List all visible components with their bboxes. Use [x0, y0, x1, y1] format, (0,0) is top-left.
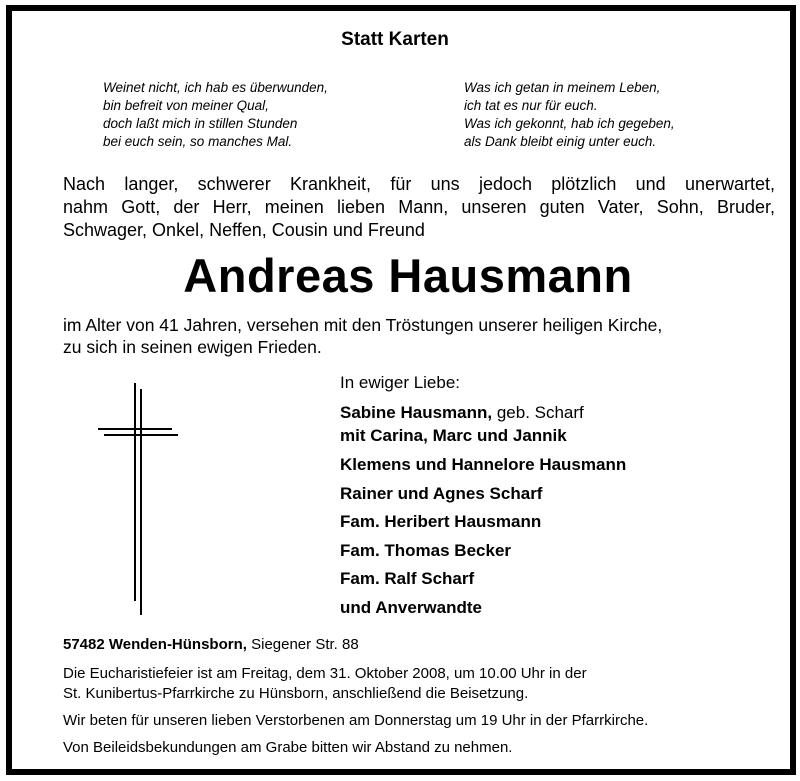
intro-line: Schwager, Onkel, Neffen, Cousin und Freund: [63, 220, 425, 240]
intro-line: nahm Gott, der Herr, meinen lieben Mann, unseren guten Vater, Sohn, Bruder,: [63, 197, 775, 217]
age-line: im Alter von 41 Jahren, versehen mit den Tröstungen unserer heiligen Kirche,: [63, 315, 663, 335]
poem-line: Was ich gekonnt, hab ich gegeben,: [464, 116, 675, 131]
intro-line: Nach langer, schwerer Krankheit, für uns jedoch plötzlich und unerwartet,: [63, 174, 775, 194]
poem-line: bin befreit von meiner Qual,: [103, 98, 269, 113]
poem-left: [103, 79, 328, 151]
address-street: Siegener Str. 88: [246, 636, 359, 653]
poem-line: doch laßt mich in stillen Stunden: [103, 116, 298, 131]
spouse-name: Sabine Hausmann,: [340, 403, 493, 422]
condolence-info: Von Beileidsbekundungen am Grabe bitten wir Abstand zu nehmen.: [63, 739, 513, 756]
family-member: Fam. Heribert Hausmann: [340, 512, 542, 531]
deceased-name: Andreas Hausmann: [183, 249, 633, 302]
family-intro: In ewiger Liebe:: [340, 373, 461, 392]
cross-icon: [98, 383, 178, 615]
age-text: [63, 314, 662, 358]
family-children: mit Carina, Marc und Jannik: [340, 426, 567, 445]
service-line: Die Eucharistiefeier ist am Freitag, dem 31. Oktober 2008, um 10.00 Uhr in der: [63, 665, 587, 682]
family-spouse: [340, 403, 584, 423]
address: [63, 636, 359, 653]
poem-right: [464, 79, 675, 151]
spouse-maiden-name: geb. Scharf: [492, 403, 584, 422]
prayer-info: Wir beten für unseren lieben Verstorbenen am Donnerstag um 19 Uhr in der Pfarrkirche.: [63, 712, 649, 729]
intro-text: [63, 173, 775, 242]
service-line: St. Kunibertus-Pfarrkirche zu Hünsborn, anschließend die Beisetzung.: [63, 685, 529, 702]
poem-line: ich tat es nur für euch.: [464, 98, 598, 113]
poem-line: bei euch sein, so manches Mal.: [103, 134, 293, 149]
age-line: zu sich in seinen ewigen Frieden.: [63, 337, 322, 357]
poem-line: als Dank bleibt einig unter euch.: [464, 134, 657, 149]
family-member: Rainer und Agnes Scharf: [340, 484, 543, 503]
poem-line: Was ich getan in meinem Leben,: [464, 80, 661, 95]
service-info: [63, 664, 587, 704]
family-member: und Anverwandte: [340, 598, 482, 617]
family-member: Fam. Ralf Scharf: [340, 569, 475, 588]
heading: Statt Karten: [341, 29, 449, 50]
family-member: Klemens und Hannelore Hausmann: [340, 455, 627, 474]
poem-line: Weinet nicht, ich hab es überwunden,: [103, 80, 328, 95]
family-member: Fam. Thomas Becker: [340, 541, 512, 560]
address-place: 57482 Wenden-Hünsborn,: [63, 636, 247, 653]
